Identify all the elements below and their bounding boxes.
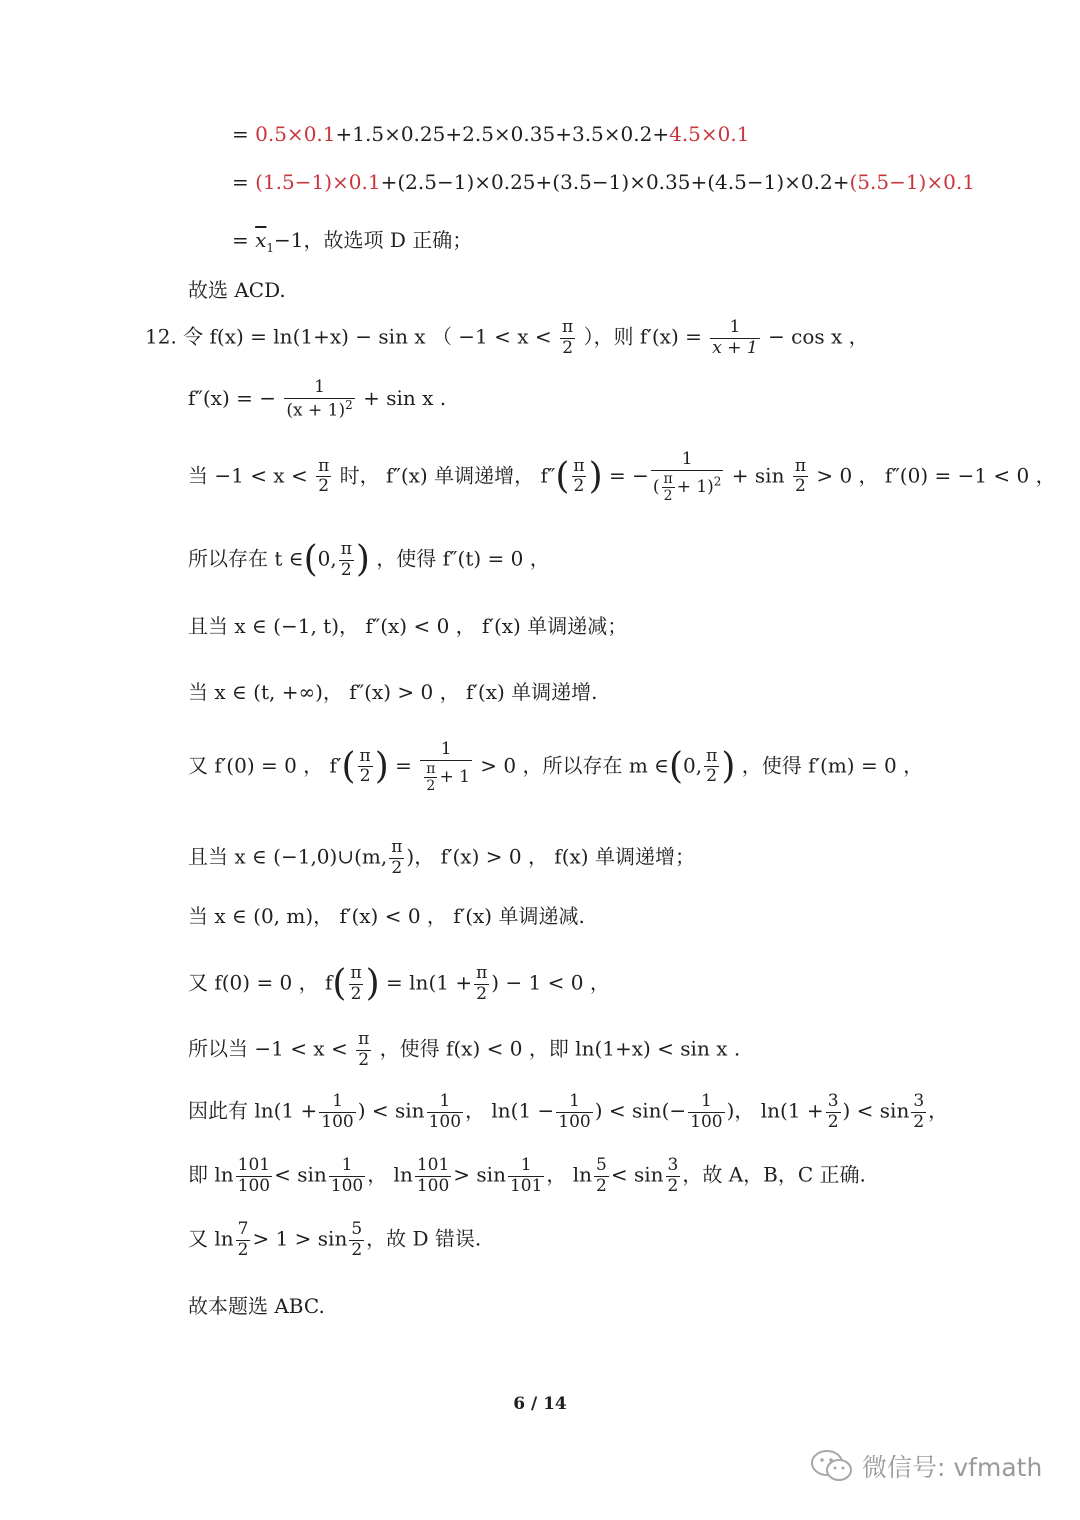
f-increasing: 且当 x ∈ (−1,0)∪(m, $\frac{\pi}{2}$ )， f′(x) > 0 ， f(x) 单调递增； [188, 837, 695, 878]
fraction: $\frac{1}{100}$ [690, 1091, 723, 1132]
fraction: $\frac{\pi}{2}$ [562, 317, 574, 358]
fraction: $\frac{1}{100}$ [330, 1155, 364, 1196]
exists-m: 又 f′(0) = 0 ， f′( $\frac{\pi}{2}$ ) = 1 $\frac{\pi}{2}$ + 1 > 0 ，所以存在 m ∈(0, $\frac{\pi}{2}$ ) ，使得 f′(m) = 0 ， [188, 739, 924, 794]
fraction: $\frac{1}{100}$ [558, 1091, 591, 1132]
page-number: 6 / 14 [513, 1394, 567, 1414]
f-prime-decreasing: 当 x ∈ (0, m)， f′(x) < 0 ， f′(x) 单调递减. [188, 904, 585, 928]
fraction: $\frac{3}{2}$ [913, 1091, 925, 1132]
applications: 因此有 ln(1 + $\frac{1}{100}$ ) < sin $\frac{1}{100}$ ， ln(1 − $\frac{1}{100}$ ) < sin(− $\frac{1}{100}$ )， ln(1 + $\frac{3}{2}$ ) < sin $\frac{3}{2}$ ， [188, 1091, 949, 1132]
fraction: $\frac{5}{2}$ [351, 1219, 363, 1260]
exists-t: 所以存在 t ∈(0, $\frac{\pi}{2}$ ) ，使得 f″(t) = 0 ， [188, 539, 550, 581]
fraction: $\frac{\pi}{2}$ [573, 455, 585, 497]
options-abc: 即 ln $\frac{101}{100}$ < sin $\frac{1}{100}$ ， ln $\frac{101}{100}$ > sin $\frac{1}{101}$ ， ln $\frac{5}{2}$ < sin $\frac{3}{2}$ ，故 A，B，C 正确. [188, 1155, 866, 1196]
fraction: $\frac{7}{2}$ [237, 1219, 249, 1260]
wechat-icon [810, 1449, 854, 1483]
option-d: 又 ln $\frac{7}{2}$ > 1 > sin $\frac{5}{2}$ ，故 D 错误. [188, 1219, 482, 1260]
fraction: $\frac{101}{100}$ [416, 1155, 450, 1196]
increasing-interval: 当 x ∈ (t, +∞)， f″(x) > 0 ， f′(x) 单调递增. [188, 680, 598, 704]
fraction: $\frac{1}{100}$ [321, 1091, 354, 1132]
fraction: $\frac{\pi}{2}$ [794, 455, 806, 497]
watermark [810, 1448, 1042, 1484]
fraction: $\frac{\pi}{2}$ [358, 1029, 370, 1070]
fraction: $\frac{\pi}{2}$ [340, 539, 352, 580]
fraction: $\frac{\pi}{2}$ [476, 963, 488, 1004]
equation-line-1: = 0.5×0.1+1.5×0.25+2.5×0.35+3.5×0.2+4.5×0.1 [232, 122, 750, 146]
watermark-text: 微信号: vfmath [862, 1453, 1043, 1482]
highlighted-term: (5.5−1)×0.1 [849, 170, 975, 194]
fraction: $\frac{3}{2}$ [667, 1155, 679, 1196]
fraction: $\frac{\pi}{2}$ [359, 745, 371, 787]
fraction: $\frac{\pi}{2}$ [391, 837, 403, 878]
decreasing-interval: 且当 x ∈ (−1, t)， f″(x) < 0 ， f′(x) 单调递减； [188, 614, 628, 638]
monotonic-f2: 当 −1 < x < $\frac{\pi}{2}$ 时， f″(x) 单调递增， f″( $\frac{\pi}{2}$ ) = − 1 ( $\frac{\pi}{2}$ + 1)$^2$ + sin $\frac{\pi}{2}$ > 0 ， f″(0) = −1 < 0 ， [188, 449, 1056, 504]
fraction: $\frac{\pi}{2}$ [706, 745, 718, 787]
equation-line-3: = $\overline{x}_1-1$，故选项 D 正确； [232, 228, 473, 255]
highlighted-term: 0.5×0.1 [255, 122, 336, 146]
fraction: $\frac{5}{2}$ [596, 1155, 607, 1196]
final-answer: 故本题选 ABC. [188, 1294, 325, 1318]
inequality-result: 所以当 −1 < x < $\frac{\pi}{2}$ ，使得 f(x) < 0 ，即 ln(1+x) < sin x . [188, 1029, 741, 1070]
fraction: $\frac{1}{x + 1}$ [712, 317, 758, 358]
fraction: $\frac{1}{101}$ [509, 1155, 543, 1196]
problem-12-statement: 12. 令 f(x) = ln(1+x) − sin x （ −1 < x < $\frac{\pi}{2}$ ），则 f′(x) = $\frac{1}{x + 1}$ − cos x ， [145, 317, 869, 358]
conclusion-acd: 故选 ACD. [188, 278, 286, 302]
problem-number: 12. [145, 324, 177, 349]
second-derivative: f″(x) = − $\frac{1}{(x + 1)^2}$ + sin x . [188, 377, 447, 421]
fraction: $\frac{1}{(x + 1)^2}$ [286, 377, 353, 421]
fraction: $\frac{\pi}{2}$ [350, 963, 362, 1004]
fraction: 1 $\frac{\pi}{2}$ + 1 [420, 740, 472, 794]
equation-line-2: = (1.5−1)×0.1+(2.5−1)×0.25+(3.5−1)×0.35+(4.5−1)×0.2+(5.5−1)×0.1 [232, 170, 975, 194]
highlighted-term: (1.5−1)×0.1 [255, 170, 381, 194]
fraction: $\frac{3}{2}$ [827, 1091, 839, 1132]
fraction: $\frac{\pi}{2}$ [318, 455, 330, 497]
highlighted-term: 4.5×0.1 [669, 122, 750, 146]
fraction: 1 ( $\frac{\pi}{2}$ + 1)$^2$ [652, 449, 722, 504]
fraction: $\frac{1}{100}$ [428, 1091, 462, 1132]
fraction: $\frac{101}{100}$ [237, 1155, 271, 1196]
f-values: 又 f(0) = 0 ， f( $\frac{\pi}{2}$ ) = ln(1 + $\frac{\pi}{2}$ ) − 1 < 0 ， [188, 963, 610, 1005]
